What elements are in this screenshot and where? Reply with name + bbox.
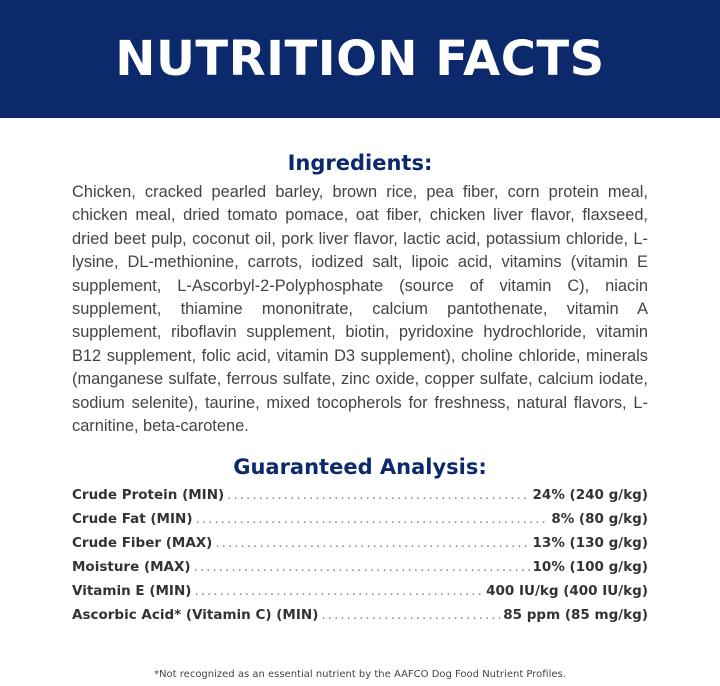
- analysis-value: 10% (100 g/kg): [532, 559, 648, 575]
- analysis-label: Vitamin E (MIN): [72, 583, 192, 599]
- analysis-value: 24% (240 g/kg): [532, 487, 648, 503]
- ingredients-text: Chicken, cracked pearled barley, brown rice, pea fiber, corn protein meal, chicken meal, dried tomato pomace, oat fiber, chicken liver flavor, flaxseed, dried beet pulp, coconut oil, pork liver flavor, lactic acid, potassium chloride, L-lysine, DL-methionine, carrots, iodized salt, lipoic acid, vitamins (vitamin E supplement, L-Ascorbyl-2-Polyphosphate (source of vitamin C), niacin supplement, thiamine mononitrate, calcium pantothenate, vitamin A supplement, riboflavin supplement, biotin, pyridoxine hydrochloride, vitamin B12 supplement, folic acid, vitamin D3 supplement), choline chloride, minerals (manganese sulfate, ferrous sulfate, zinc oxide, copper sulfate, calcium iodate, sodium selenite), taurine, mixed tocopherols for freshness, natural flavors, L-carnitine, beta-carotene.: [72, 183, 648, 436]
- guaranteed-analysis-table: [72, 487, 648, 631]
- analysis-row-crude-fiber: [72, 535, 648, 559]
- footnote: *Not recognized as an essential nutrient by the AAFCO Dog Food Nutrient Profiles.: [154, 669, 566, 680]
- dot-leader: [196, 511, 549, 527]
- analysis-row-moisture: [72, 559, 648, 583]
- analysis-row-ascorbic-acid: [72, 607, 648, 631]
- analysis-label: Crude Fat (MIN): [72, 511, 193, 527]
- guaranteed-analysis-heading: Guaranteed Analysis:: [233, 455, 487, 479]
- page-title: NUTRITION FACTS: [115, 31, 605, 87]
- dot-leader: [215, 535, 529, 551]
- analysis-row-crude-protein: [72, 487, 648, 511]
- dot-leader: [227, 487, 529, 503]
- ingredients-heading: Ingredients:: [287, 151, 433, 175]
- header-banner: [0, 0, 720, 118]
- analysis-value: 8% (80 g/kg): [551, 511, 648, 527]
- analysis-row-vitamin-e: [72, 583, 648, 607]
- dot-leader: [321, 607, 500, 623]
- analysis-label: Crude Protein (MIN): [72, 487, 225, 503]
- analysis-label: Crude Fiber (MAX): [72, 535, 213, 551]
- analysis-value: 85 ppm (85 mg/kg): [503, 607, 648, 623]
- analysis-label: Moisture (MAX): [72, 559, 191, 575]
- analysis-value: 13% (130 g/kg): [532, 535, 648, 551]
- analysis-row-crude-fat: [72, 511, 648, 535]
- analysis-value: 400 IU/kg (400 IU/kg): [486, 583, 648, 599]
- analysis-label: Ascorbic Acid* (Vitamin C) (MIN): [72, 607, 319, 623]
- dot-leader: [194, 559, 530, 575]
- dot-leader: [194, 583, 483, 599]
